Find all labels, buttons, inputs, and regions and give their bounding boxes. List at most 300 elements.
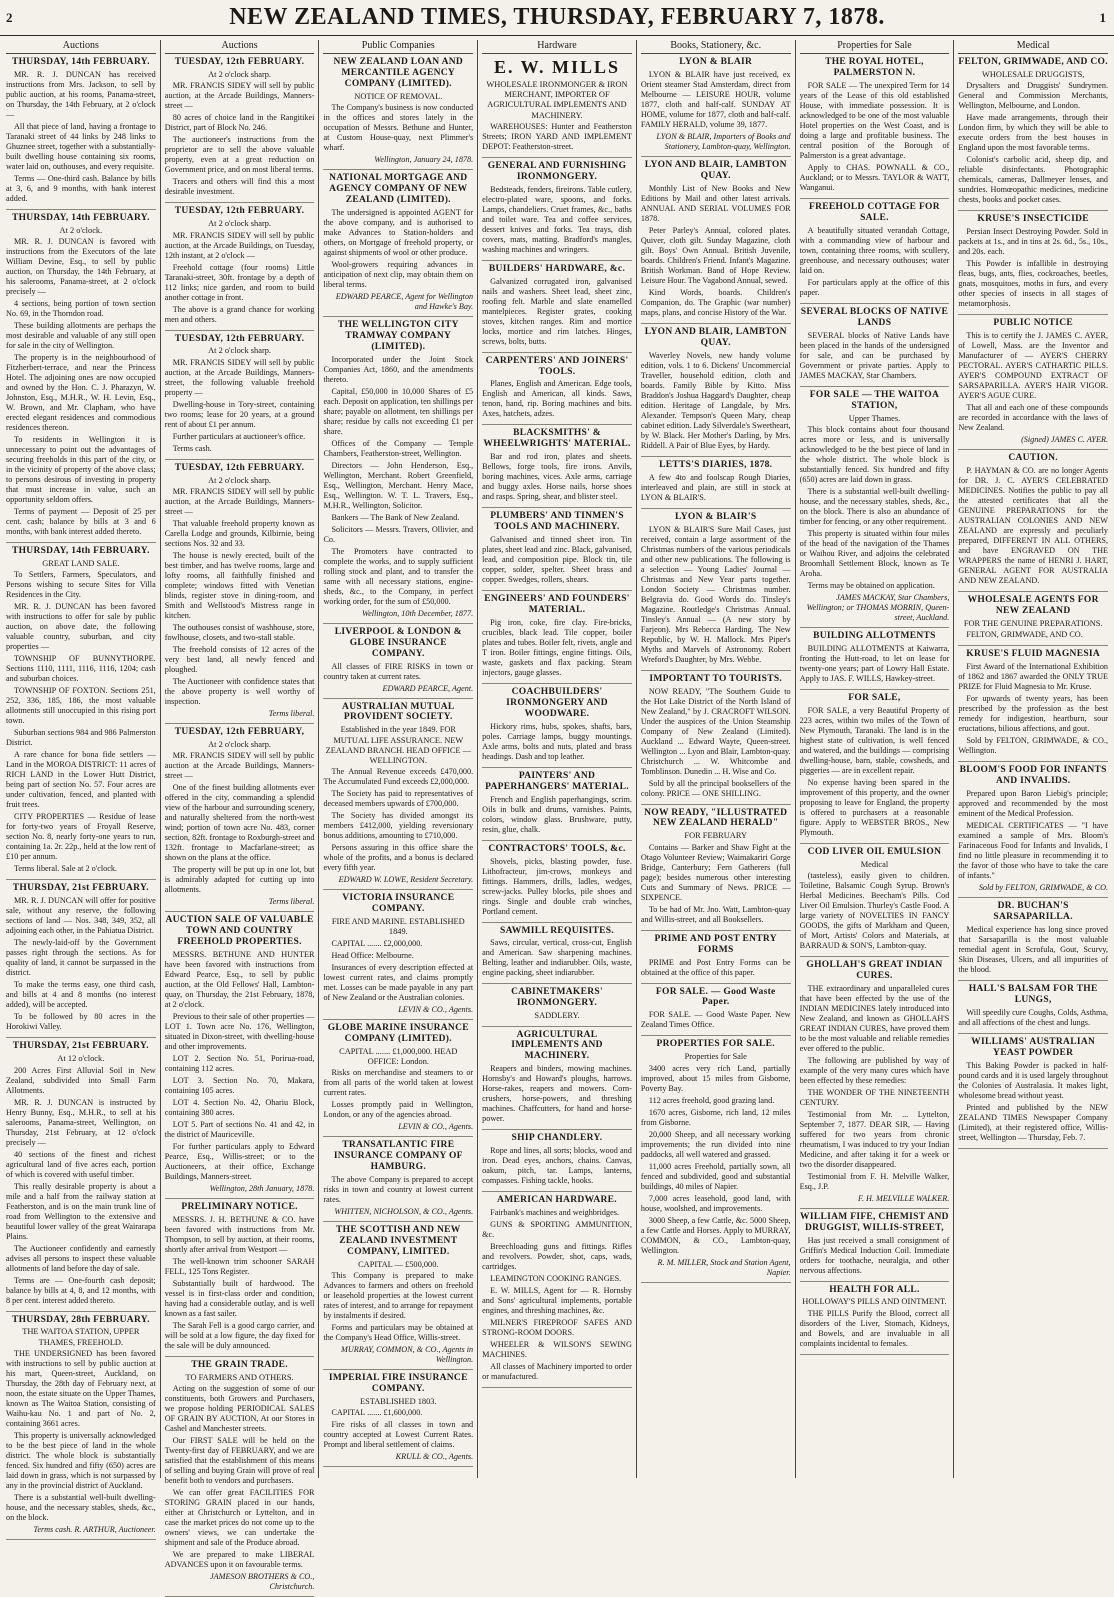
ad-paragraph: CAPITAL ....... £1,600,000. [331, 1407, 423, 1417]
ad-title: CONTRACTORS' TOOLS, &c. [488, 843, 626, 854]
ad-paragraph: WAREHOUSES: Hunter and Featherston Streets; IRON YARD AND IMPLEMENT DEPOT: Featherston-street. [482, 121, 632, 151]
ad-paragraph: FOR SALE — The unexpired Term for 14 years of the Lease of this old established House, with immediate possession. It is acknowledged to be one of the most valuable Hotel properties on the West Coast, and is doing a large and profitable business. The central position of the Borough of Palmerston is a great advantage. [799, 81, 950, 161]
ad-paragraph: MR. FRANCIS SIDEY will sell by public auction, at the Arcade Buildings, on Tuesday, 12th instant, at 2 o'clock — [164, 230, 315, 260]
ad-paragraph: WHEELER & WILSON'S SEWING MACHINES. [482, 1340, 632, 1360]
advertisement [165, 334, 315, 460]
ad-paragraph: SEVERAL blocks of Native Lands have been placed in the hands of the undersigned for sale, and can be purchased by Government or private parties. Apply to JAMES MACKAY, Star Chambers. [799, 330, 950, 380]
ad-subtitle: SADDLERY. [534, 1011, 580, 1021]
ad-subtitle: At 2 o'clock sharp. [208, 219, 272, 229]
advertisement [800, 693, 950, 844]
ad-paragraph: MR. R. J. DUNCAN is instructed by Henry Bunny, Esq., M.H.R., to sell at his salerooms, Panama-street, Wellington, on Thursday, 21st February, at 12 o'clock precisely — [6, 1097, 156, 1147]
ad-title: CABINETMAKERS' IRONMONGERY. [511, 987, 603, 1009]
ad-paragraph: That all and each one of these compounds are recorded in accordance with the laws of New Zealand. [958, 403, 1109, 433]
column-1 [2, 40, 161, 1534]
page-number-left: 2 [6, 10, 13, 25]
ad-title: FREEHOLD COTTAGE FOR SALE. [808, 202, 940, 223]
ad-paragraph: Kind Words, boards. Children's Companion, do. The Graphic (war number) maps, plans, and concise History of the War. [640, 287, 791, 317]
ad-paragraph: MEDICAL CERTIFICATES — "I have examined a sample of Mrs. Bloom's Farinaceous Food for Infants and Invalids, I find no little pleasure in recommending it to the favor of those who have to take the care of infants." [958, 820, 1109, 880]
advertisement [958, 984, 1108, 1034]
ad-signature: Wellington, 28th January, 1878. [209, 1183, 315, 1193]
ad-paragraph: Testimonial from F. H. Melville Walker, Esq., J.P. [799, 1171, 950, 1191]
ad-paragraph: Peter Parley's Annual, colored plates. Quiver, cloth gilt. Sunday Magazine, cloth gilt. Boys' Own Annual. British Juvenile, boards. Children's Friend. Infant's Magazine. British Workman. Band of Hope Review. Leisure Hour. The Vagabond Annual, sewed. [640, 225, 791, 285]
ad-title: THE GRAIN TRADE. [191, 1359, 288, 1370]
ad-paragraph: This is to certify the J. JAMES C. AYER, of Lowell, Mass. are the Inventor and Manufacturer of — AYER'S CHERRY PECTORAL. AYER'S CATHARTIC PILLS. AYER'S COMPOUND EXTRACT OF SARSAPARILLA. AYER'S HAIR VIGOR. AYER'S AGUE CURE. [958, 331, 1109, 401]
ad-title: AUSTRALIAN MUTUAL PROVIDENT SOCIETY. [342, 701, 455, 723]
ad-title: VICTORIA INSURANCE COMPANY. [342, 893, 455, 915]
advertisement [165, 915, 315, 1199]
ad-paragraph: LOT 5. Part of sections No. 41 and 42, in the district of Mauriceville. [164, 1119, 315, 1139]
ad-subtitle: WHOLESALE DRUGGISTS, [981, 70, 1085, 80]
ad-paragraph: PRIME and Post Entry Forms can be obtained at the office of this paper. [640, 957, 791, 977]
masthead [0, 0, 1114, 36]
ad-title: HEALTH FOR ALL. [829, 1284, 920, 1295]
advertisement [800, 202, 950, 304]
ad-paragraph: Medical experience has long since proved that Sarsaparilla is the most valuable remedial agent in Scrofula, Gout, Scurvy, Skin Diseases, Ulcers, and all impurities of the blood. [958, 924, 1109, 974]
ad-title: TUESDAY, 12th FEBRUARY. [174, 206, 305, 217]
ad-title: CAUTION. [1008, 453, 1058, 464]
advertisement [482, 264, 632, 353]
ad-subtitle: FIRE AND MARINE. ESTABLISHED 1849. [331, 917, 465, 937]
ad-signature: LEVIN & CO., Agents. [398, 1122, 474, 1132]
ad-paragraph: 20,000 Sheep, and all necessary working improvements; the run divided into nine paddocks, all well watered and grassed. [640, 1129, 791, 1159]
ad-paragraph: Fairbank's machines and weighbridges. [490, 1208, 619, 1218]
advertisement [165, 57, 315, 203]
ad-paragraph: The property will be put up in one lot, but is admirably adapted for cutting up into allotments. [164, 865, 315, 895]
ad-paragraph: 40 sections of the finest and richest agricultural land of five acres each, portion of which is covered with useful timber. [6, 1149, 156, 1179]
ad-paragraph: 4 sections, being portion of town section No. 69, in the Thorndon road. [6, 299, 156, 319]
ad-subtitle: At 2 o'clock sharp. [208, 739, 272, 749]
ad-title: THURSDAY, 14th FEBRUARY. [11, 546, 150, 557]
ad-paragraph: Terms cash. [172, 443, 212, 453]
advertisement [958, 901, 1108, 981]
ad-title: CARPENTERS' AND JOINERS' TOOLS. [485, 355, 629, 377]
advertisement [800, 960, 950, 1209]
column-2 [161, 40, 320, 1591]
ad-title: TUESDAY, 12th FEBRUARY. [174, 57, 305, 68]
ad-paragraph: Terms are — One-fourth cash deposit; balance by bills at 4, 8, and 12 months, with 8 per cent. interest added thereto. [6, 1275, 156, 1305]
ad-paragraph: Terms — One-third cash. Balance by bills at 3, 6, and 9 months, with bank interest added. [6, 174, 156, 204]
ad-paragraph: Previous to their sale of other properties — LOT 1. Town acre No. 176, Wellington, situated in Dixon-street, with dwelling-house and other improvements. [164, 1011, 315, 1051]
ad-paragraph: The following are published by way of example of the very many cures which have been effected by these remedies: [799, 1055, 950, 1085]
ad-paragraph: Persian Insect Destroying Powder. Sold in packets at 1s., and in tins at 2s. 6d., 5s., 10s., and 20s. each. [958, 227, 1109, 257]
advertisement [323, 1373, 473, 1467]
ad-paragraph: All classes of Machinery imported to order or manufactured. [482, 1362, 632, 1382]
column-heading: Books, Stationery, &c. [641, 40, 791, 54]
advertisement [165, 727, 315, 912]
ad-paragraph: LOT 4. Section No. 42, Ohariu Block, containing 380 acres. [164, 1097, 315, 1117]
ad-title: AGRICULTURAL IMPLEMENTS AND MACHINERY. [511, 1029, 603, 1062]
ad-title: SHIP CHANDLERY. [511, 1133, 603, 1144]
advertisement [482, 428, 632, 508]
advertisement [323, 320, 473, 624]
ad-paragraph: Sold by FELTON, GRIMWADE, & CO., Wellington. [958, 736, 1109, 756]
advertisement [958, 765, 1108, 898]
advertisement [323, 1023, 473, 1137]
ad-subtitle: FOR THE GENUINE PREPARATIONS. [963, 618, 1103, 628]
ad-title: THURSDAY, 14th FEBRUARY. [11, 57, 150, 68]
ad-paragraph: These building allotments are perhaps the most desirable and valuable of any still open for sale in the city of Wellington. [6, 321, 156, 351]
ad-paragraph: MILNER'S FIREPROOF SAFES AND STRONG-ROOM DOORS. [482, 1318, 632, 1338]
ad-signature: F. H. MELVILLE WALKER. [858, 1193, 950, 1203]
ad-title: WILLIAM FIFE, CHEMIST AND DRUGGIST, WILLIS-STREET, [800, 1211, 949, 1233]
ad-paragraph: No expense having been spared in the improvement of this property, and the owner proposing to leave for England, the property is offered to purchasers at a reasonable figure. Apply to WEBSTER BROS., New Plymouth. [799, 777, 950, 837]
advertisement [323, 893, 473, 1019]
advertisement [958, 595, 1108, 646]
ad-title: TUESDAY, 12th FEBRUARY. [174, 333, 305, 344]
ad-paragraph: The Auctioneer confidently and earnestly advises all persons to inspect these valuable allotments of land before the day of sale. [6, 1243, 156, 1273]
advertisement [6, 1315, 156, 1540]
ad-title: IMPERIAL FIRE INSURANCE COMPANY. [328, 1372, 468, 1394]
ad-title: BUILDING ALLOTMENTS [813, 630, 936, 641]
ad-title: NEW ZEALAND LOAN AND MERCANTILE AGENCY COMPANY (LIMITED). [333, 57, 464, 90]
ad-paragraph: FOR SALE, a very Beautiful Property of 223 acres, within two miles of the Town of New Plymouth, Taranaki. The land is in the highest state of cultivation, is well fenced and watered, and the buildings — comprising dwelling-house, barn, stable, cowsheds, and piggeries — are in excellent repair. [799, 705, 950, 775]
advertisement [482, 687, 632, 768]
ad-signature: Wellington, January 24, 1878. [374, 155, 474, 165]
ad-paragraph: MR. FRANCIS SIDEY will sell by public auction at the Arcade Buildings, Manners-street — [164, 751, 315, 781]
ad-paragraph: To be had of Mr. Jno. Watt, Lambton-quay and Willis-street, and all Booksellers. [640, 904, 791, 924]
advertisement [165, 206, 315, 330]
ad-title: NOW READY, "ILLUSTRATED NEW ZEALAND HERALD" [644, 807, 788, 829]
ad-paragraph: Solicitors — Messrs. Travers, Ollivier, and Co. [323, 524, 474, 544]
ad-paragraph: Dwelling-house in Tory-street, containing two rooms; lease for 20 years, at a ground rent of about £1 per annum. [164, 399, 315, 429]
ad-paragraph: LOT 2. Section No. 51, Porirua-road, containing 112 acres. [164, 1053, 315, 1073]
ad-paragraph: The newly-laid-off by the Government passes right through the sections. As for quality of land, it cannot be surpassed in the district. [6, 938, 156, 978]
ad-paragraph: We are prepared to make LIBERAL ADVANCES upon it on favourable terms. [164, 1549, 315, 1569]
ad-signature: Terms liberal. [268, 708, 315, 718]
advertisement [323, 1225, 473, 1370]
ad-title: FELTON, GRIMWADE, AND CO. [958, 57, 1108, 68]
ad-paragraph: The Auctioneer with confidence states that the above property is well worthy of inspection. [164, 676, 315, 706]
column-7 [954, 40, 1112, 1478]
ad-paragraph: The house is newly erected, built of the best timber, and has twelve rooms, large and lofty rooms, all faithfully finished and complete; windows fitted with Venetian blinds, register stove in dining-room, and Smith and Wellstood's Mistress range in kitchen. [164, 550, 315, 620]
ad-paragraph: 7,000 acres leasehold, good land, with house, woolshed, and improvements. [640, 1193, 791, 1213]
ad-paragraph: Have made arrangements, through their London firm, by which they will be able to execute orders from the best houses in England upon the most favorable terms. [958, 113, 1109, 153]
ad-paragraph: The outhouses consist of washhouse, store, fowlhouse, closets, and two-stall stable. [164, 622, 315, 642]
advertisement [641, 934, 791, 984]
ad-paragraph: 80 acres of choice land in the Rangitikei District, part of Block No. 246. [164, 113, 315, 133]
advertisement [6, 1041, 156, 1311]
ad-title: LETTS'S DIARIES, 1878. [659, 459, 773, 470]
advertisement [482, 1195, 632, 1388]
ad-title: PAINTERS' AND PAPERHANGERS' MATERIAL. [485, 770, 629, 792]
ad-paragraph: MESSRS. J. H. BETHUNE & CO. have been favored with instructions from Mr. Thompson, to sell by auction, at their rooms, shortly after arrival from Westport — [164, 1214, 315, 1254]
column-6 [796, 40, 955, 1478]
advertisement [958, 453, 1108, 592]
ad-paragraph: MR. FRANCIS SIDEY will sell by public auction, at the Arcade Buildings, Manners-street — [164, 81, 315, 111]
ad-paragraph: 1670 acres, Gisborne, rich land, 12 miles from Gisborne. [640, 1107, 791, 1127]
ad-paragraph: First Award of the International Exhibition of 1862 and 1867 awarded the ONLY TRUE PRIZE for Fluid Magnesia to Mr. Kruse. [958, 662, 1109, 692]
ad-paragraph: MR. FRANCIS SIDEY will sell by public auction, at the Arcade Buildings, Manners-street, the following valuable freehold property — [164, 357, 315, 397]
ad-signature: EDWARD PEARCE, Agent. [382, 683, 474, 693]
advertisement [641, 160, 791, 324]
newspaper-columns [2, 40, 1112, 1591]
ad-subtitle: CAPITAL ....... £1,000,000. HEAD OFFICE: London. [339, 1046, 458, 1066]
ad-paragraph: This property is situated within four miles of the head of the navigation of the Thames or Waihou River, and adjoins the celebrated Broomhall Settlement Block, known as Te Aroha. [799, 528, 950, 578]
newspaper-title: NEW ZEALAND TIMES, THURSDAY, FEBRUARY 7, 1878. [229, 4, 885, 30]
ad-title: THE WELLINGTON CITY TRAMWAY COMPANY (LIMITED). [337, 319, 459, 352]
ad-paragraph: MR. R. J. DUNCAN has received instructions from Mrs. Jackson, to sell by public auction, at his rooms, Panama-street, on Thursday, the 14th February, at 2 o'clock — [6, 70, 156, 120]
ad-paragraph: TOWNSHIP OF BUNNYTHORPE. Sections 1110, 1111, 1116, 1116, 1204; cash and suburban choices. [6, 654, 156, 684]
ad-paragraph: Breechloading guns and fittings. Rifles and revolvers. Powder, shot, caps, wads, cartridges. [482, 1242, 632, 1272]
ad-paragraph: That valuable freehold property known as Carella Lodge and grounds, Kilbirnie, being sections Nos. 32 and 33. [164, 518, 315, 548]
ad-title: PUBLIC NOTICE [993, 318, 1073, 329]
ad-paragraph: This block contains about four thousand acres more or less, and is universally acknowledged to be the best piece of land in the whole district. The whole block is substantially fenced. Six hundred and fifty (650) acres are laid down in grass. [799, 424, 950, 484]
ad-paragraph: 3400 acres very rich Land, partially improved, about 15 miles from Gisborne, Poverty Bay. [640, 1063, 791, 1093]
ad-paragraph: This Baking Powder is packed in half-pound cards and it is used largely throughout the Colonies of Australasia. It makes light, wholesome bread without yeast. [958, 1060, 1109, 1100]
ad-paragraph: Sold by all the principal booksellers of the colony. PRICE — ONE SHILLING. [640, 778, 791, 798]
ad-title: GENERAL AND FURNISHING IRONMONGERY. [487, 160, 627, 182]
ad-paragraph: Terms of payment — Deposit of 25 per cent. cash; balance by bills at 3 and 6 months, with bank interest added thereto. [6, 507, 156, 537]
ad-subtitle: FOR FEBRUARY [684, 831, 748, 841]
advertisement [165, 1202, 315, 1357]
ad-paragraph: Contains — Barker and Shaw Fight at the Otago Volunteer Review; Waimakariri Gorge Bridge, Canterbury; Fern Gatherers (full page); besides numerous other interesting Cuts and Summary of News. PRICE — SIXPENCE. [640, 842, 791, 902]
ad-paragraph: Bar and rod iron, plates and sheets. Bellows, forge tools, fire irons. Anvils, boring machines, vices. Axle arms, carriage and buggy axles. Horse nails, horse shoes and rasps. Spring, shear, and blister steel. [482, 452, 632, 502]
ad-paragraph: Bankers — The Bank of New Zealand. [331, 512, 460, 522]
ad-subtitle: HOLLOWAY'S PILLS AND OINTMENT. [802, 1297, 947, 1307]
column-heading: Medical [958, 40, 1108, 54]
ad-signature: R. M. MILLER, Stock and Station Agent, Napier. [657, 1257, 791, 1277]
column-heading: Auctions [165, 40, 315, 54]
ad-signature: KRULL & CO., Agents. [395, 1451, 474, 1461]
ad-paragraph: To Settlers, Farmers, Speculators, and Persons wishing to secure Sites for Villa Residences in the City. [6, 570, 156, 600]
ad-title: LYON & BLAIR'S [675, 511, 757, 522]
ad-paragraph: NOW READY, "The Southern Guide to the Hot Lake District of the North Island of New Zealand," by J. CRACROFT WILSON. Under the auspices of the Union Steamship Company of New Zealand (Limited). Auckland ... Edward Wayte, Queen-street. Wellington ... Lyon and Blair, Lambton-quay. Christchurch ... W. Whitcombe and Tomblinson. Dunedin ... H. Wise and Co. [640, 686, 791, 776]
advertisement [482, 511, 632, 591]
ad-paragraph: There is a substantial well-built dwelling-house, and the necessary stables, sheds, &c., on the block. [6, 1492, 156, 1522]
advertisement [958, 318, 1108, 450]
ad-paragraph: (tasteless), easily given to children. Toiletine, Balsamic Cough Syrup. Brown's Herbal Medicines. Beecham's Pills. Cod Liver Oil Emulsion. Thurley's Castle Food. A large variety of NOVELTIES IN FANCY GOODS, the gifts of Markham and Queen, of Mort, Artists' Colors and Materials, at BARRAUD & SON'S, Lambton-quay. [799, 870, 950, 950]
advertisement [323, 702, 473, 891]
ad-title: DR. BUCHAN'S SARSAPARILLA. [993, 900, 1073, 922]
ad-paragraph: All that piece of land, having a frontage to Taranaki street of 44 links by 248 links to Ghuznee street, together with a substantially-built dwelling house containing six rooms, water laid on, outhouses, and every requisite. [6, 122, 156, 172]
ad-paragraph: 11,000 acres Freehold, partially sown, all fenced and subdivided, good and substantial buildings, 40 miles of Napier. [640, 1161, 791, 1191]
advertisement [641, 512, 791, 671]
ad-paragraph: MR. R. J. DUNCAN is favored with instructions from the Executors of the late William Devine, Esq., to sell by public auction, on Thursday, the 14th February, at his salerooms, Panama-street, at 2 o'clock precisely — [6, 237, 156, 297]
advertisement [800, 307, 950, 387]
advertisement [641, 987, 791, 1037]
ad-title: TUESDAY, 12th FEBRUARY, [174, 726, 305, 737]
ad-paragraph: For particulars apply at the office of this paper. [799, 277, 950, 297]
ad-signature: Sold by FELTON, GRIMWADE, & CO. [978, 882, 1109, 892]
ad-paragraph: 112 acres freehold, good grazing land. [648, 1095, 775, 1105]
ad-title: IMPORTANT TO TOURISTS. [649, 673, 783, 684]
ad-title: GHOLLAH'S GREAT INDIAN CURES. [806, 959, 943, 981]
ad-paragraph: The Promoters have contracted to complete the works, and to supply sufficient rolling stock and plant, and to transfer the same with all necessary stations, engine-sheds, &c., to the Company, in perfect working order, for the sum of £50,000. [323, 546, 474, 606]
ad-title: THURSDAY, 28th FEBRUARY. [11, 1314, 150, 1325]
ad-subtitle: Established in the year 1849. FOR MUTUAL LIFE ASSURANCE. NEW ZEALAND BRANCH. HEAD OFFICE — WELLINGTON. [325, 725, 471, 766]
advertisement [958, 214, 1108, 315]
ad-paragraph: Galvanized corrugated iron, galvanised nails and washers. Sheet lead, sheet zinc, roofing felt. Marble and slate enamelled mantelpieces. Register grates, cooking stoves, kitchen ranges. Rim and mortice locks, mortice and rim latches. Hinges, screws, bolts, butts. [482, 276, 632, 346]
ad-paragraph: Rope and lines, all sorts; blocks, wood and iron. Dead eyes, anchors, chains. Canvas, oakum, pitch, tar. Lamps, lanterns, compasses. Fishing tackle, hooks. [482, 1146, 632, 1186]
advertisement [641, 460, 791, 509]
ad-paragraph: The above Company is prepared to accept risks in town and country at lowest current rates. [323, 1174, 474, 1204]
ad-title: THURSDAY, 21st FEBRUARY. [12, 1041, 149, 1052]
ad-paragraph: There is a substantial well-built dwelling-house, and the necessary stables, sheds, &c., on the block. There is also an abundance of timber for fencing, or any other requirement. [799, 486, 950, 526]
ad-paragraph: Monthly List of New Books and New Editions by Mail and other latest arrivals. ANNUAL AND SERIAL VOLUMES FOR 1878. [640, 183, 791, 223]
ad-title: THE SCOTTISH AND NEW ZEALAND INVESTMENT COMPANY, LIMITED. [336, 1224, 461, 1257]
ad-title: LIVERPOOL & LONDON & GLOBE INSURANCE COMPANY. [334, 626, 462, 659]
ad-paragraph: FOR SALE. — Good Waste Paper. New Zealand Times Office. [640, 1010, 791, 1030]
ad-signature: LYON & BLAIR, Importers of Books and Stationery, Lambton-quay, Wellington. [656, 132, 791, 152]
advertisement [482, 161, 632, 261]
ad-paragraph: Bedsteads, fenders, fireirons. Table cutlery, electro-plated ware, spoons, and forks. Lamps, chandeliers. Cruet frames, &c., baths and toilet ware. Tea and coffee services, dessert knives and forks. Tea trays, dish covers, mats, matting. Bradford's mangles, washing machines and wringers. [482, 184, 632, 254]
ad-paragraph: MR. R. J. DUNCAN has been favored with instructions to offer for sale by public auction, on above date, the following valuable country, suburban, and city properties — [6, 602, 156, 652]
ad-paragraph: Acting on the suggestion of some of our constituents, both Growers and Purchasers, we propose holding PERIODICAL SALES OF GRAIN BY AUCTION, At our Stores in Cashel and Manchester streets. [164, 1383, 315, 1433]
ad-title: LYON AND BLAIR, LAMBTON QUAY. [644, 160, 787, 182]
advertisement [323, 627, 473, 699]
advertisement [641, 674, 791, 805]
advertisement [482, 844, 632, 923]
ad-paragraph: THE extraordinary and unparalleled cures that have been effected by the use of the INDIAN MEDICINES lately introduced into New Zealand, and known as GHOLLAH'S GREAT INDIAN CURES, have proved them to be the most valuable and reliable remedies ever offered to the public. [799, 983, 950, 1053]
advertisement [958, 57, 1108, 211]
ad-subtitle: THE WAITOA STATION, UPPER THAMES, FREEHOLD. [22, 1327, 140, 1347]
ad-paragraph: LYON & BLAIR have just received, ex Orient steamer Stad Amsterdam, direct from Melbourne — LEISURE HOUR, volume 1877, cloth and half-calf. SUNDAY AT HOME, volume for 1877, cloth and half-calf. FAMILY HERALD, volume 39, 1877. [640, 70, 791, 130]
ad-title: PRIME AND POST ENTRY FORMS [654, 933, 777, 955]
ad-paragraph: One of the finest building allotments ever offered in the city, commanding a splendid view of the harbour and surrounding scenery, and naturally sheltered from the north-west wind; portion of town acre No. 483, corner section, 82ft. frontage to Roxburgh-street and 132ft. frontage to Macfarlane-street; as shown on the plans at the office. [164, 783, 315, 863]
ad-title: WILLIAMS' AUSTRALIAN YEAST POWDER [971, 1036, 1096, 1058]
ad-signature: EDWARD W. LOWE, Resident Secretary. [338, 875, 474, 885]
ad-paragraph: French and English paperhangings, scrim. Oils in bulk and drums, varnishes. Paints, colors, window glass. Brushware, putty, resin, glue, chalk. [482, 794, 632, 834]
ad-signature: WHITTEN, NICHOLSON, & CO., Agents. [334, 1206, 474, 1216]
advertisement [6, 57, 156, 210]
ad-signature: (Signed) JAMES C. AYER. [1021, 435, 1109, 445]
ad-paragraph: Apply to CHAS. POWNALL & CO., Auckland; or to Messrs. TAYLOR & WATT, Wanganui. [799, 163, 950, 193]
ad-paragraph: Substantially built of hardwood. The vessel is in first-class order and condition, having had a considerable outlay, and is well known as a fast sailer. [164, 1278, 315, 1318]
ad-signature: Terms cash. R. ARTHUR, Auctioneer. [33, 1524, 156, 1534]
ad-paragraph: THE WONDER OF THE NINETEENTH CENTURY. [799, 1087, 950, 1107]
ad-paragraph: Directors — John Henderson, Esq., Wellington, Merchant. Robert Greenfield, Esq., Wellington, Merchant. Henry Mace, Esq., Wellington. W. T. L. Travers, Esq., M.H.R., Wellington, Solicitor. [323, 460, 474, 510]
ad-subtitle: At 12 o'clock. [57, 1054, 105, 1064]
ad-paragraph: MR. R. J. DUNCAN will offer for positive sale, without any reserve, the following sections of land — Nos. 348, 349, 352, all adjoining each other, in the Pahiatua District. [6, 896, 156, 936]
ad-title: BLACKSMITHS' & WHEELWRIGHTS' MATERIAL. [483, 428, 631, 450]
ad-title: WHOLESALE AGENTS FOR NEW ZEALAND [967, 595, 1099, 617]
ad-paragraph: 3000 Sheep, a few Cattle, &c. 5000 Sheep, a few Cattle and Horses. Apply to MURRAY, COMMON, & CO., Lambton-quay, Wellington. [640, 1215, 791, 1255]
ad-subtitle: Upper Thames. [848, 413, 901, 423]
advertisement [482, 57, 632, 158]
advertisement [958, 649, 1108, 762]
ad-title: THURSDAY, 21st FEBRUARY. [12, 883, 149, 894]
advertisement [323, 173, 473, 317]
ad-paragraph: THE UNDERSIGNED has been favored with instructions to sell by public auction at his mart, Queen-street, Auckland, on Thursday, the 28th day of February next, at noon, the estate situate on the Upper Thames, known as The Waitoa Station, consisting of Waihu-kau No. 1 and part of No. 2, containing 3661 acres. [6, 1348, 156, 1428]
advertisement [482, 594, 632, 684]
ad-paragraph: Fire risks of all classes in town and country accepted at Lowest Current Rates. Prompt and liberal settlement of claims. [323, 1419, 474, 1449]
ad-title: HALL'S BALSAM FOR THE LUNGS, [968, 983, 1098, 1005]
ad-paragraph: Freehold cottage (four rooms) Little Taranaki-street, 30ft. frontage by a depth of 112 links; nice garden, and room to build another cottage in front. [164, 262, 315, 302]
ad-subtitle: NOTICE OF REMOVAL. [354, 91, 443, 101]
advertisement [800, 847, 950, 957]
ad-paragraph: Colonist's carbolic acid, sheep dip, and reliable disinfectants. Photographic chemicals, cameras, Dallmeyer lenses, and sundries. Homœopathic medicines, medicine chests, books and pocket cases. [958, 155, 1109, 205]
advertisement [641, 1039, 791, 1282]
advertisement [800, 390, 950, 628]
ad-title: ENGINEERS' AND FOUNDERS' MATERIAL. [484, 594, 630, 616]
advertisement [482, 1133, 632, 1192]
ad-paragraph: Wool-growers requiring advances in anticipation of next clip, may obtain them on liberal terms. [323, 259, 474, 289]
ad-title: TUESDAY, 12th FEBRUARY. [174, 462, 305, 473]
ad-subtitle: WHOLESALE IRONMONGER & IRON MERCHANT, IMPORTER OF AGRICULTURAL IMPLEMENTS AND MACHINERY. [486, 79, 628, 120]
ad-title: AMERICAN HARDWARE. [497, 1195, 617, 1206]
ad-title: BUILDERS' HARDWARE, &c. [488, 263, 626, 274]
ad-title: COACHBUILDERS' IRONMONGERY AND WOODWARE. [506, 687, 608, 719]
ad-paragraph: LOT 3. Section No. 70, Makara, containing 105 acres. [164, 1075, 315, 1095]
ad-title: PRELIMINARY NOTICE. [181, 1201, 298, 1212]
ad-paragraph: To make the terms easy, one third cash, and bills at 4 and 8 months (no interest added), will be accepted. [6, 980, 156, 1010]
column-heading: Hardware [482, 40, 632, 54]
ad-paragraph: The undersigned is appointed AGENT for the above company, and is authorised to make Advances to Station-holders and others, on Mortgage of freehold property, or against shipments of wool or other produce. [323, 207, 474, 257]
column-heading: Public Companies [323, 40, 473, 54]
advertisement [482, 356, 632, 426]
ad-signature: LEVIN & CO., Agents. [398, 1004, 474, 1014]
ad-signature: MURRAY, COMMON, & CO., Agents in Wellington. [341, 1344, 474, 1364]
column-3 [319, 40, 478, 1478]
ad-paragraph: Reapers and binders, mowing machines. Hornsby's and Howard's ploughs, harrows. Horse-rakes, reapers and mowers. Corn-crushers, horse-powers, and threshing machines. Chaffcutters, for hand and horse-power. [482, 1064, 632, 1124]
ad-paragraph: For upwards of twenty years, has been prescribed by the profession as the best remedy for indigestion, heartburn, sour eructations, bilious affections, and gout. [958, 694, 1109, 734]
ad-paragraph: Risks on merchandise and steamers to or from all parts of the world taken at lowest current rates. [323, 1068, 474, 1098]
ad-title: GLOBE MARINE INSURANCE COMPANY (LIMITED). [327, 1022, 469, 1044]
ad-title: KRUSE'S INSECTICIDE [977, 214, 1089, 225]
advertisement [958, 1037, 1108, 1149]
ad-subtitle: At 2 o'clock sharp. [208, 346, 272, 356]
ad-paragraph: P. HAYMAN & CO. are no longer Agents for DR. J. C. AYER'S CELEBRATED MEDICINES. Notifies the public to pay all the attested certificates that all the GENUINE PREPARATIONS for the AUSTRALIAN COLONIES AND NEW ZEALAND are expressly and peculiarly prepared, DIFFERENT IN ALL OTHERS, and have ENGRAVED ON THE WRAPPERS the name of HENRI J. HART, GENERAL AGENT FOR AUSTRALIA AND NEW ZEALAND. [958, 466, 1109, 586]
ad-subtitle: GREAT LAND SALE. [42, 559, 120, 569]
ad-paragraph: Drysalters and Druggists' Sundrymen. General and Commission Merchants, Wellington, Melbourne, and London. [958, 81, 1109, 111]
ad-paragraph: The Annual Revenue exceeds £470,000. The Accumulated Fund exceeds £2,000,000. [323, 767, 474, 787]
ad-paragraph: Forms and particulars may be obtained at the Company's Head Office, Willis-street. [323, 1322, 474, 1342]
ad-title: NATIONAL MORTGAGE AND AGENCY COMPANY OF NEW ZEALAND (LIMITED). [329, 173, 468, 206]
advertisement [800, 1212, 950, 1282]
ad-paragraph: Tracers and others will find this a most desirable investment. [164, 177, 315, 197]
ad-signature: Wellington, 10th December, 1877. [362, 608, 474, 618]
ad-title: PLUMBERS' AND TINMEN'S TOOLS AND MACHINERY. [490, 511, 624, 533]
ad-paragraph: CITY PROPERTIES — Residue of lease for forty-two years of Froyall Reserve, section No. 8, nearly forty-one years to run, containing 1a. 2r. 22p., held at the low rent of £10 per annum. [6, 812, 156, 862]
ad-title: FOR SALE — THE WAITOA STATION, [809, 389, 940, 411]
ad-paragraph: Offices of the Company — Temple Chambers, Featherston-street, Wellington. [323, 438, 474, 458]
ad-paragraph: The Company's business is now conducted in the offices and stores lately in the occupation of Messrs. Bethune and Hunter, at Custom House-quay, next Plimmer's wharf. [323, 103, 474, 153]
ad-title: SEVERAL BLOCKS OF NATIVE LANDS [800, 306, 949, 328]
page-number-right: 1 [1099, 10, 1106, 25]
advertisement [165, 1360, 315, 1597]
ad-title: TRANSATLANTIC FIRE INSURANCE COMPANY OF HAMBURG. [333, 1140, 463, 1172]
ad-title: FOR SALE, [848, 692, 901, 703]
advertisement [800, 631, 950, 690]
ad-paragraph: 200 Acres First Alluvial Soil in New Zealand, subdivided into Small Farm Allotments. [6, 1065, 156, 1095]
ad-paragraph: To be followed by 80 acres in the Horokiwi Valley. [6, 1012, 156, 1032]
ad-paragraph: Capital, £50,000 in 10,000 Shares of £5 each. Deposit on application, ten shillings per share; payable on allotment, ten shillings per share; residue by calls not exceeding £1 per share. [323, 386, 474, 436]
ad-paragraph: The Society has divided amongst its members £412,000, yielding reversionary bonus additions, amounting to £710,000. [323, 811, 474, 841]
ad-paragraph: Testimonial from Mr. ... Lyttelton, September 7, 1877. DEAR SIR, — Having suffered for two years from chronic rheumatism, I was induced to try your Indian Medicine, and after taking it for a week or two the disorder disappeared. [799, 1109, 950, 1169]
ad-subtitle: At 2 o'clock. [59, 226, 103, 236]
advertisement [6, 213, 156, 543]
ad-paragraph: Planes, English and American. Edge tools, English and American, all kinds. Saws, tenon, hand, rip. Boring machines and bits. Axes, hatchets, adzes. [482, 379, 632, 419]
ad-paragraph: Insurances of every description effected at lowest current rates, and claims promptly met. Losses can be made payable in any part of New Zealand or the Australian colonies. [323, 962, 474, 1002]
ad-paragraph: Hickory rims, hubs, spokes, shafts, bars, poles. Carriage lamps, buggy mountings. Axle arms, bolts and nuts, plated and brass headings. Dash and top leather. [482, 721, 632, 761]
ad-paragraph: FELTON, GRIMWADE, AND CO. [966, 630, 1083, 640]
ad-paragraph: E. W. MILLS, Agent for — R. Hornsby and Sons' agricultural implements, portable engines, and threshing machines, &c. [482, 1286, 632, 1316]
advertisement [641, 327, 791, 457]
ad-paragraph: Saws, circular, vertical, cross-cut, English and American. Saw sharpening machines. Belting, leather and indiarubber. Oils, waste, engine packing, sheet indiarubber. [482, 938, 632, 978]
ad-subtitle: TO FARMERS AND OTHERS. [185, 1372, 294, 1382]
ad-paragraph: Persons assuring in this office share the whole of the profits, and a bonus is declared every fifth year. [323, 843, 474, 873]
advertisement [165, 463, 315, 724]
ad-paragraph: This Company is prepared to make Advances to farmers and others on freehold or leasehold properties at the lowest current rates of interest, and to arrange for repayment by instalments if desired. [323, 1270, 474, 1320]
ad-paragraph: MESSRS. BETHUNE AND HUNTER have been favored with instructions from Edward Pearce, Esq., to sell by public auction, at the Old Fellows' Hall, Lambton-quay, on Thursday, the 21st February, 1878, at 2 o'clock. [164, 949, 315, 1009]
ad-title: FOR SALE. — Good Waste Paper. [655, 986, 776, 1008]
ad-title: PROPERTIES FOR SALE. [656, 1039, 775, 1050]
ad-paragraph: Galvanised and tinned sheet iron. Tin plates, sheet lead and zinc. Black, galvanised, lead, and composition pipe. Block tin, tile copper, solder, spelter. Sheet brass and copper. Swedges, rollers, shears. [482, 535, 632, 585]
ad-paragraph: Suburban sections 984 and 986 Palmerston District. [6, 728, 156, 748]
ad-paragraph: The freehold consists of 12 acres of the very best land, all newly fenced and ploughed. [164, 644, 315, 674]
ad-title: AUCTION SALE OF VALUABLE TOWN AND COUNTRY FREEHOLD PROPERTIES. [165, 915, 314, 947]
ad-paragraph: A few 4to and foolscap Rough Diaries, interleaved and plain, are still in stock at LYON & BLAIR'S. [640, 472, 791, 502]
